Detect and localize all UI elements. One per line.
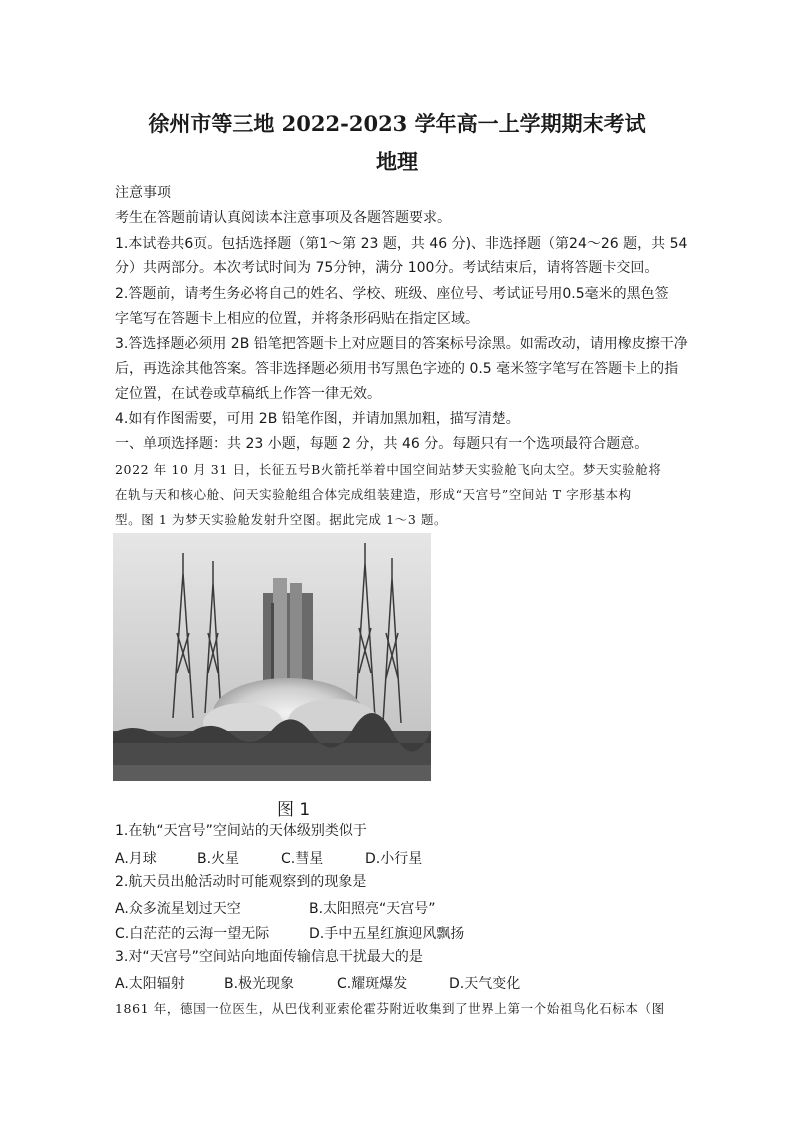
notice-line: 考生在答题前请认真阅读本注意事项及各题答题要求。 [115,210,451,226]
option-b: B.极光现象 [224,976,295,992]
figure-caption: 图 1 [277,800,311,820]
question-stem: 1.在轨“天宫号”空间站的天体级别类似于 [115,823,367,839]
option-d: D.手中五星红旗迎风飘扬 [309,926,465,942]
notice-line: 分）共两部分。本次考试时间为 75分钟，满分 100分。考试结束后，请将答题卡交回。 [115,260,659,276]
notice-line: 后，再选涂其他答案。答非选择题必须用书写黑色字迹的 0.5 毫米签字笔写在答题卡上的指 [115,361,679,377]
option-a: A.月球 [115,851,157,867]
notice-line: 定位置，在试卷或草稿纸上作答一律无效。 [115,386,381,402]
option-c: C.耀斑爆发 [337,976,408,992]
option-b: B.太阳照亮“天宫号” [309,901,436,917]
notice-line: 2.答题前，请考生务必将自己的姓名、学校、班级、座位号、考试证号用0.5毫米的黑色签 [115,286,669,302]
option-a: A.众多流星划过天空 [115,901,241,917]
option-d: D.天气变化 [449,976,521,992]
notice-line: 4.如有作图需要，可用 2B 铅笔作图，并请加黑加粗，描写清楚。 [115,411,520,427]
option-b: B.火星 [197,851,240,867]
question-stem: 2.航天员出舱活动时可能观察到的现象是 [115,874,367,890]
intro-line: 在轨与天和核心舱、问天实验舱组合体完成组装建造，形成“天宫号”空间站 T 字形基本构 [115,487,632,502]
intro-line: 2022 年 10 月 31 日，长征五号B火箭托举着中国空间站梦天实验舱飞向太空。梦天实验舱将 [115,462,662,477]
next-passage-line: 1861 年，德国一位医生，从巴伐利亚索伦霍芬附近收集到了世界上第一个始祖鸟化石标本（图 [115,1001,665,1016]
option-a: A.太阳辐射 [115,976,185,992]
notice-line: 1.本试卷共6页。包括选择题（第1～第 23 题，共 46 分)、非选择题（第24～26 题，共 54 [115,236,688,252]
question-stem: 3.对“天宫号”空间站向地面传输信息干扰最大的是 [115,949,423,965]
notice-line: 3.答选择题必须用 2B 铅笔把答题卡上对应题目的答案标号涂黑。如需改动，请用橡皮擦干净 [115,336,688,352]
rocket-launch-photo [113,533,435,820]
intro-line: 型。图 1 为梦天实验舱发射升空图。据此完成 1～3 题。 [115,512,448,527]
notice-line: 字笔写在答题卡上相应的位置，并将条形码贴在指定区域。 [115,311,479,327]
option-d: D.小行星 [365,851,423,867]
exam-title: 徐州市等三地 2022-2023 学年高一上学期期末考试 [148,111,646,136]
option-c: C.白茫茫的云海一望无际 [115,926,270,942]
option-c: C.彗星 [281,851,324,867]
section-heading: 一、单项选择题：共 23 小题，每题 2 分，共 46 分。每题只有一个选项最符合题意。 [115,436,649,452]
notice-heading: 注意事项 [115,185,171,201]
subject-title: 地理 [376,149,418,174]
